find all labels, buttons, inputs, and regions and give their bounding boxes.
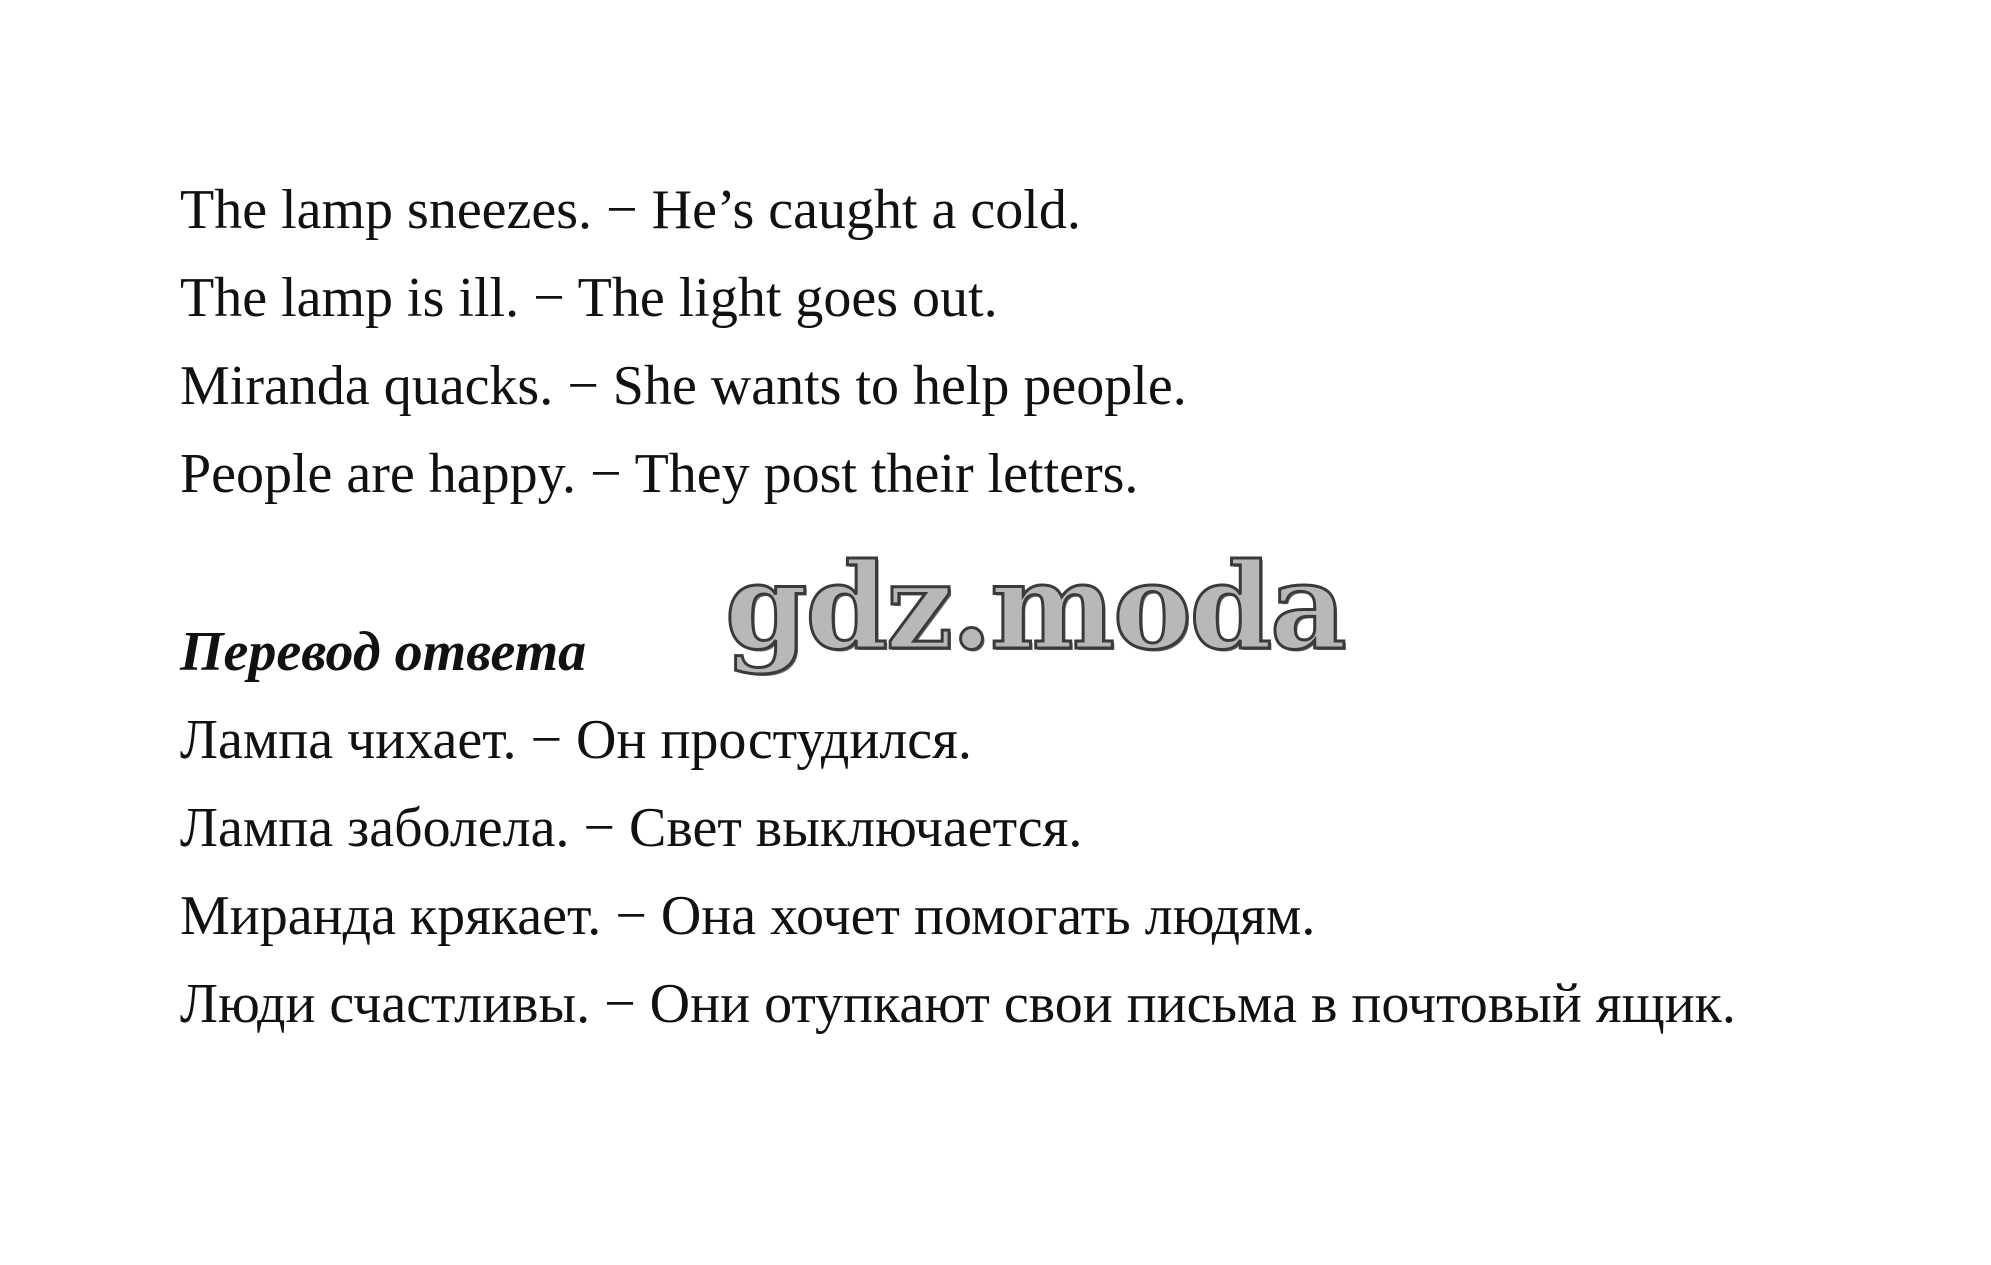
- english-line-3: Miranda quacks. − She wants to help people.: [180, 355, 1187, 417]
- english-line-2: The lamp is ill. − The light goes out.: [180, 267, 998, 329]
- translation-heading: Перевод ответа: [180, 621, 587, 683]
- watermark-logo: gdz.moda: [725, 537, 1345, 676]
- english-line-4: People are happy. − They post their letters.: [180, 443, 1139, 505]
- translation-line-1: Лампа чихает. − Он простудился.: [180, 709, 972, 771]
- english-line-1: The lamp sneezes. − He’s caught a cold.: [180, 179, 1081, 241]
- translation-line-2: Лампа заболела. − Свет выключается.: [180, 797, 1083, 859]
- translation-line-3: Миранда крякает. − Она хочет помогать людям.: [180, 885, 1316, 947]
- translation-line-4: Люди счастливы. − Они отупкают свои письма в почтовый ящик.: [180, 973, 1736, 1035]
